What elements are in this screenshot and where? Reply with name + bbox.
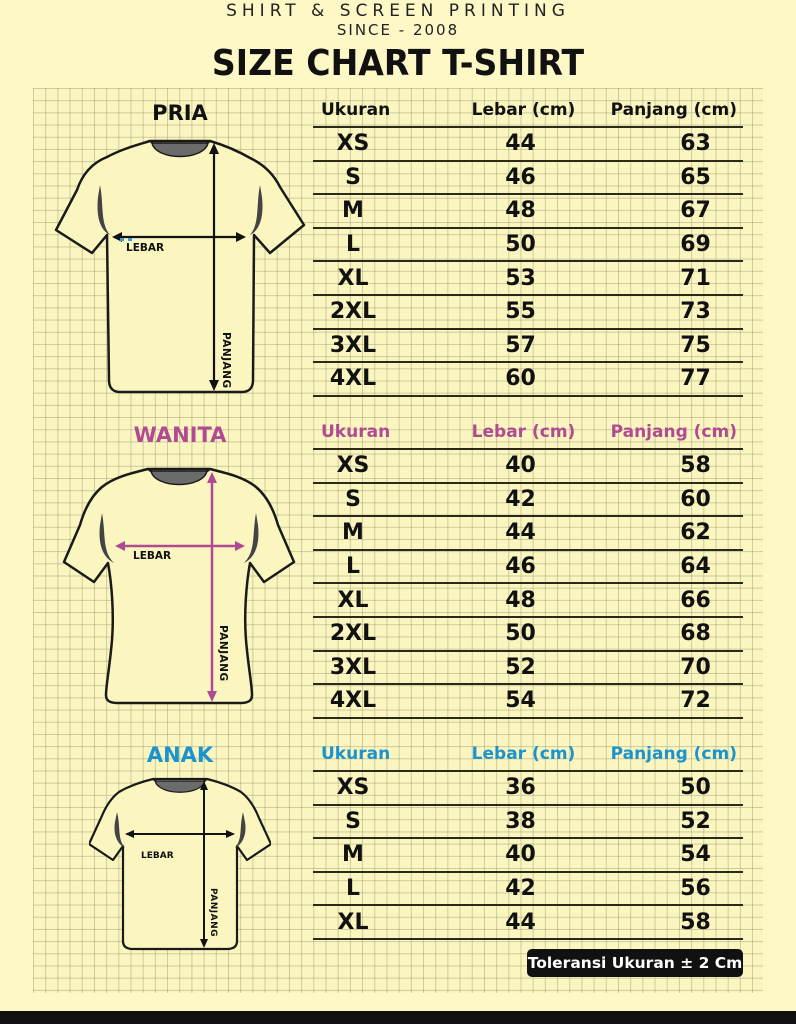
width-cell: 42 [505, 876, 536, 902]
table-row [313, 772, 743, 806]
length-cell: 60 [680, 486, 711, 512]
length-cell: 75 [680, 332, 711, 358]
lebar-label-pria: LEBAR [126, 242, 165, 254]
tolerance-badge: Toleransi Ukuran ± 2 Cm [527, 949, 743, 977]
length-cell: 66 [680, 587, 711, 613]
size-cell: M [342, 520, 364, 546]
table-row [313, 906, 743, 940]
length-cell: 62 [680, 520, 711, 546]
table-row [313, 652, 743, 686]
length-cell: 68 [680, 621, 711, 647]
table-row [313, 128, 743, 162]
table-row [313, 330, 743, 364]
column-header-size: Ukuran [321, 744, 391, 764]
width-cell: 38 [505, 808, 536, 834]
size-cell: S [345, 486, 361, 512]
men-tshirt-illustration [52, 135, 308, 397]
length-cell: 69 [680, 232, 711, 258]
panjang-label-pria: PANJANG [220, 332, 232, 389]
size-cell: 4XL [329, 366, 377, 392]
size-cell: 3XL [329, 654, 377, 680]
size-cell: L [345, 232, 361, 258]
column-header-width: Lebar (cm) [471, 744, 576, 764]
column-header-length: Panjang (cm) [610, 100, 737, 120]
width-cell: 52 [505, 654, 536, 680]
width-cell: 50 [505, 232, 536, 258]
section-title-anak: ANAK [146, 743, 214, 767]
size-table-wanita [313, 416, 743, 719]
size-cell: L [345, 554, 361, 580]
table-header [313, 416, 743, 450]
table-row [313, 618, 743, 652]
women-tshirt-illustration [62, 465, 298, 707]
width-cell: 54 [505, 688, 536, 714]
section-title-pria: PRIA [152, 101, 208, 125]
size-cell: M [342, 198, 364, 224]
length-cell: 77 [680, 366, 711, 392]
size-cell: XL [337, 909, 369, 935]
lebar-label-anak: LEBAR [141, 851, 174, 861]
column-header-size: Ukuran [321, 100, 391, 120]
width-cell: 53 [505, 265, 536, 291]
length-cell: 52 [680, 808, 711, 834]
width-cell: 50 [505, 621, 536, 647]
bottom-border [0, 1011, 796, 1024]
width-cell: 40 [505, 453, 536, 479]
size-cell: L [345, 876, 361, 902]
size-cell: XL [337, 265, 369, 291]
size-cell: XS [336, 775, 370, 801]
column-header-length: Panjang (cm) [610, 744, 737, 764]
table-row [313, 806, 743, 840]
length-cell: 50 [680, 775, 711, 801]
length-cell: 63 [680, 131, 711, 157]
length-cell: 65 [680, 164, 711, 190]
width-cell: 42 [505, 486, 536, 512]
size-cell: M [342, 842, 364, 868]
size-cell: XS [336, 453, 370, 479]
length-cell: 70 [680, 654, 711, 680]
table-row [313, 873, 743, 907]
length-cell: 58 [680, 909, 711, 935]
length-cell: 72 [680, 688, 711, 714]
width-cell: 55 [505, 299, 536, 325]
panjang-label-wanita: PANJANG [217, 625, 229, 682]
table-row [313, 551, 743, 585]
size-cell: XS [336, 131, 370, 157]
column-header-size: Ukuran [321, 422, 391, 442]
width-cell: 57 [505, 332, 536, 358]
table-row [313, 162, 743, 196]
brand-line: SHIRT & SCREEN PRINTING [226, 1, 570, 21]
lebar-label-wanita: LEBAR [133, 550, 172, 562]
since-line: SINCE - 2008 [336, 21, 460, 39]
width-cell: 36 [505, 775, 536, 801]
length-cell: 58 [680, 453, 711, 479]
width-cell: 44 [505, 909, 536, 935]
size-cell: 2XL [329, 621, 377, 647]
width-cell: 48 [505, 198, 536, 224]
table-row [313, 296, 743, 330]
size-cell: S [345, 164, 361, 190]
column-header-length: Panjang (cm) [610, 422, 737, 442]
table-row [313, 229, 743, 263]
width-cell: 46 [505, 164, 536, 190]
length-cell: 67 [680, 198, 711, 224]
size-cell: XL [337, 587, 369, 613]
width-cell: 44 [505, 520, 536, 546]
length-cell: 71 [680, 265, 711, 291]
panjang-label-anak: PANJANG [208, 888, 218, 938]
table-row [313, 584, 743, 618]
width-cell: 46 [505, 554, 536, 580]
table-row [313, 685, 743, 719]
length-cell: 56 [680, 876, 711, 902]
size-table-pria [313, 94, 743, 397]
width-cell: 40 [505, 842, 536, 868]
kids-tshirt-illustration [89, 776, 271, 954]
table-row [313, 450, 743, 484]
size-cell: 3XL [329, 332, 377, 358]
size-cell: 4XL [329, 688, 377, 714]
table-row [313, 262, 743, 296]
size-table-anak [313, 738, 743, 940]
width-cell: 48 [505, 587, 536, 613]
width-cell: 60 [505, 366, 536, 392]
section-title-wanita: WANITA [133, 423, 227, 447]
column-header-width: Lebar (cm) [471, 100, 576, 120]
table-row [313, 517, 743, 551]
size-cell: S [345, 808, 361, 834]
table-header [313, 738, 743, 772]
length-cell: 54 [680, 842, 711, 868]
width-cell: 44 [505, 131, 536, 157]
table-row [313, 839, 743, 873]
table-row [313, 363, 743, 397]
table-row [313, 195, 743, 229]
table-row [313, 484, 743, 518]
length-cell: 73 [680, 299, 711, 325]
page-title: SIZE CHART T-SHIRT [211, 43, 585, 84]
column-header-width: Lebar (cm) [471, 422, 576, 442]
size-cell: 2XL [329, 299, 377, 325]
table-header [313, 94, 743, 128]
length-cell: 64 [680, 554, 711, 580]
